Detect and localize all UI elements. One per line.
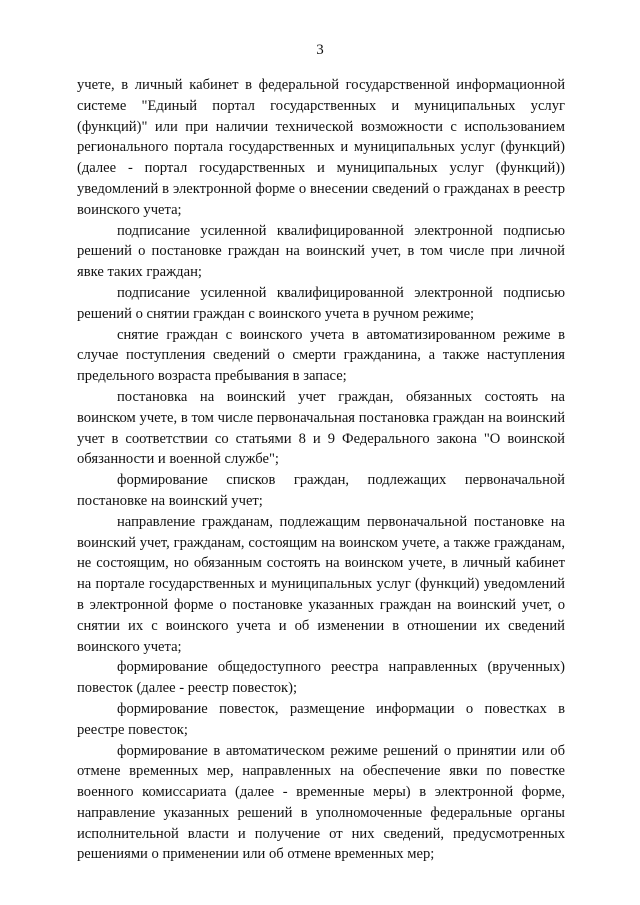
paragraph-lists: формирование списков граждан, подлежащих первоначальной постановке на воинский учет; [77, 472, 565, 509]
paragraph-summons-registry: формирование общедоступного реестра направленных (врученных) повесток (далее - реестр повесток); [77, 659, 565, 697]
paragraph-signing-registration: подписание усиленной квалифицированной электронной подписью решений о постановке граждан на воинский учет, в том числе при личной явке таких граждан; [77, 222, 565, 281]
page-number: 3 [316, 42, 324, 58]
paragraph-automated-deregistration: снятие граждан с воинского учета в автоматизированном режиме в случае поступления сведений о смерти гражданина, а также наступления предельного возраста пребывания в запасе; [77, 326, 565, 385]
paragraph-registration: постановка на воинский учет граждан, обязанных состоять на воинском учете, в том числе первоначальная постановка граждан на воинский учет в соответствии со статьями 8 и 9 Федерального закона "О воинской обязанности и военной службе"; [77, 388, 565, 468]
document-body [77, 75, 565, 865]
paragraph-signing-deregistration: подписание усиленной квалифицированной электронной подписью решений о снятии граждан с воинского учета в ручном режиме; [77, 284, 565, 322]
paragraph-summons-forming: формирование повесток, размещение информации о повестках в реестре повесток; [77, 700, 565, 738]
paragraph-temporary-measures: формирование в автоматическом режиме решений о принятии или об отмене временных мер, направленных на обеспечение явки по повестке военного комиссариата (далее - временные меры) в электронной форме, направление указанных решений в уполномоченные федеральные органы исполнительной власти и получение от них сведений, предусмотренных решениями о применении или об отмене временных мер; [77, 742, 565, 863]
paragraph-continuation: учете, в личный кабинет в федеральной государственной информационной системе "Единый портал государственных и муниципальных услуг (функций)" или при наличии технической возможности с использованием регионального портала государственных и муниципальных услуг (функций) (далее - портал государственных и муниципальных услуг (функций)) уведомлений в электронной форме о внесении сведений о гражданах в реестр воинского учета; [77, 77, 565, 218]
paragraph-notifications: направление гражданам, подлежащим первоначальной постановке на воинский учет, гражданам, состоящим на воинском учете, а также гражданам, не состоящим, но обязанным состоять на воинском учете, в личный кабинет на портале государственных и муниципальных услуг (функций) уведомлений в электронной форме о постановке указанных граждан на воинский учет, о снятии их с воинского учета и об изменении в отношении их сведений воинского учета; [77, 513, 565, 655]
